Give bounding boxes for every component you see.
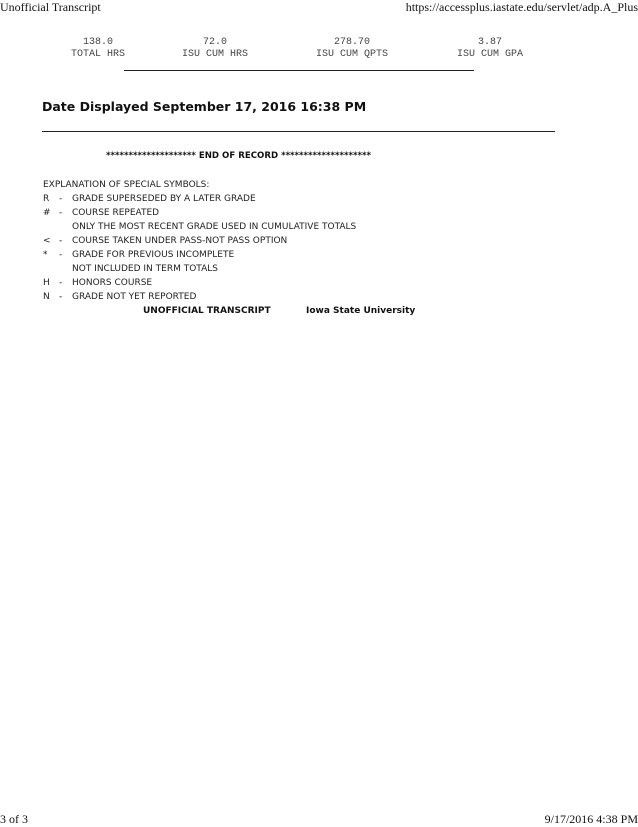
print-footer-timestamp: 9/17/2016 4:38 PM <box>544 812 638 826</box>
symbol-code: * <box>43 250 48 260</box>
total-hrs-label: TOTAL HRS <box>70 49 125 60</box>
isu-cum-hrs <box>176 37 254 61</box>
symbols-heading: EXPLANATION OF SPECIAL SYMBOLS: <box>43 180 210 190</box>
isu-cum-gpa <box>451 37 529 61</box>
symbol-code: N <box>43 292 50 302</box>
symbol-dash: - <box>59 278 63 288</box>
isu-cum-hrs-label: ISU CUM HRS <box>181 49 248 60</box>
print-footer-page: 3 of 3 <box>0 812 28 826</box>
section-divider <box>42 131 555 132</box>
symbol-description: NOT INCLUDED IN TERM TOTALS <box>72 264 218 274</box>
isu-cum-qpts <box>313 37 391 61</box>
end-of-record: ******************** END OF RECORD ******************** <box>106 151 371 161</box>
symbol-description: GRADE SUPERSEDED BY A LATER GRADE <box>72 194 256 204</box>
symbol-code: H <box>43 278 50 288</box>
print-header-title: Unofficial Transcript <box>0 0 101 14</box>
unofficial-transcript-label: UNOFFICIAL TRANSCRIPT <box>143 306 271 316</box>
print-header-url: https://accessplus.iastate.edu/servlet/adp.A_Plus <box>405 0 638 14</box>
symbol-dash: - <box>59 250 63 260</box>
symbol-description: GRADE FOR PREVIOUS INCOMPLETE <box>72 250 235 260</box>
date-displayed: Date Displayed September 17, 2016 16:38 PM <box>42 99 367 114</box>
symbol-description: COURSE TAKEN UNDER PASS-NOT PASS OPTION <box>72 236 288 246</box>
isu-cum-qpts-value: 278.70 <box>333 37 370 48</box>
symbol-description: ONLY THE MOST RECENT GRADE USED IN CUMULATIVE TOTALS <box>72 222 357 232</box>
symbol-code: < <box>43 236 51 246</box>
isu-cum-gpa-label: ISU CUM GPA <box>456 49 523 60</box>
symbol-description: COURSE REPEATED <box>72 208 160 218</box>
isu-cum-hrs-value: 72.0 <box>202 37 227 48</box>
symbol-description: GRADE NOT YET REPORTED <box>72 292 197 302</box>
total-hrs-value: 138.0 <box>82 37 113 48</box>
symbol-dash: - <box>59 236 63 246</box>
university-name: Iowa State University <box>306 306 416 316</box>
symbol-dash: - <box>59 208 63 218</box>
total-hrs <box>66 37 130 61</box>
symbol-code: R <box>43 194 50 204</box>
symbol-code: # <box>43 208 51 218</box>
totals-divider <box>124 70 474 71</box>
isu-cum-gpa-value: 3.87 <box>477 37 502 48</box>
isu-cum-qpts-label: ISU CUM QPTS <box>315 49 388 60</box>
symbol-dash: - <box>59 292 63 302</box>
symbol-dash: - <box>59 194 63 204</box>
symbol-description: HONORS COURSE <box>72 278 153 288</box>
